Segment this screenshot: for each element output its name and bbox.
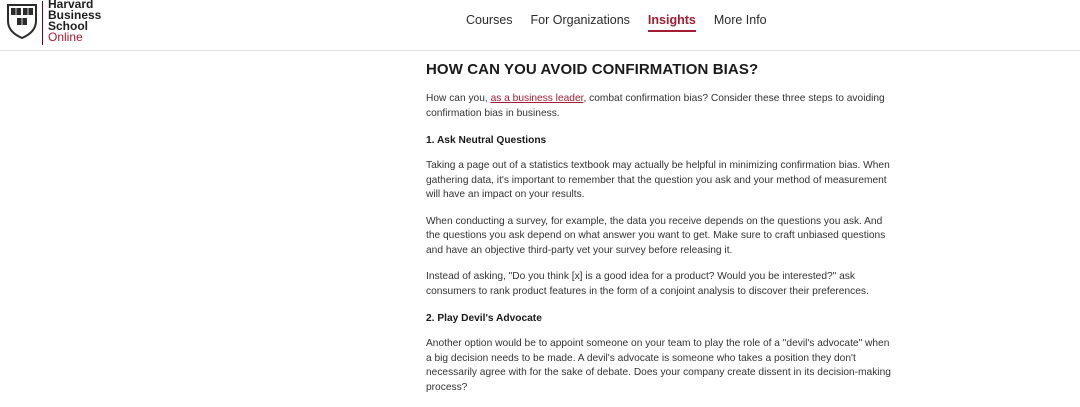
logo-line-harvard: Harvard xyxy=(48,0,94,11)
hbs-online-logo[interactable] xyxy=(6,0,101,45)
nav-for-organizations[interactable]: For Organizations xyxy=(530,13,630,27)
logo-line-business: Business xyxy=(48,8,102,22)
intro-text-after: , combat confirmation bias? Consider these three steps to avoiding confirmation bias in business. xyxy=(426,93,885,119)
intro-paragraph xyxy=(426,92,896,121)
intro-text-before: How can you, xyxy=(426,93,491,104)
logo-line-school: School xyxy=(48,19,89,33)
logo-wordmark xyxy=(48,0,101,43)
paragraph-statistics: Taking a page out of a statistics textbook may actually be helpful in minimizing confirmation bias. When gathering data, it's important to remember that the question you ask and your method of measurement will have an impact on your results. xyxy=(426,160,890,200)
paragraph-devils-advocate: Another option would be to appoint someone on your team to play the role of a "devil's advocate" when a big decision needs to be made. A devil's advocate is someone who takes a position they don't necessarily agree with for the sake of debate. Does your company create dissent in its decision-making process? xyxy=(426,338,891,393)
section-heading-neutral-questions: 1. Ask Neutral Questions xyxy=(426,135,547,146)
paragraph-conjoint: Instead of asking, "Do you think [x] is a good idea for a product? Would you be interested?" ask consumers to rank product features in the form of a conjoint analysis to discover their preferences. xyxy=(426,271,869,297)
business-leader-link[interactable]: as a business leader xyxy=(490,93,584,104)
section-heading-devils-advocate: 2. Play Devil's Advocate xyxy=(426,313,542,324)
nav-more-info[interactable]: More Info xyxy=(713,13,767,27)
article-heading: HOW CAN YOU AVOID CONFIRMATION BIAS? xyxy=(426,61,759,78)
logo-line-online: Online xyxy=(48,30,83,44)
main-nav xyxy=(466,13,785,32)
nav-courses[interactable]: Courses xyxy=(466,13,513,27)
article-content xyxy=(426,61,896,395)
paragraph-survey: When conducting a survey, for example, the data you receive depends on the questions you ask. And the questions you ask depend on what answer you want to get. Make sure to craft unbiased questions and have an objective third-party vet your survey before releasing it. xyxy=(426,215,886,256)
logo-divider xyxy=(42,1,43,45)
site-header xyxy=(0,0,1080,51)
nav-insights[interactable]: Insights xyxy=(648,13,696,32)
harvard-shield-icon xyxy=(6,3,38,39)
